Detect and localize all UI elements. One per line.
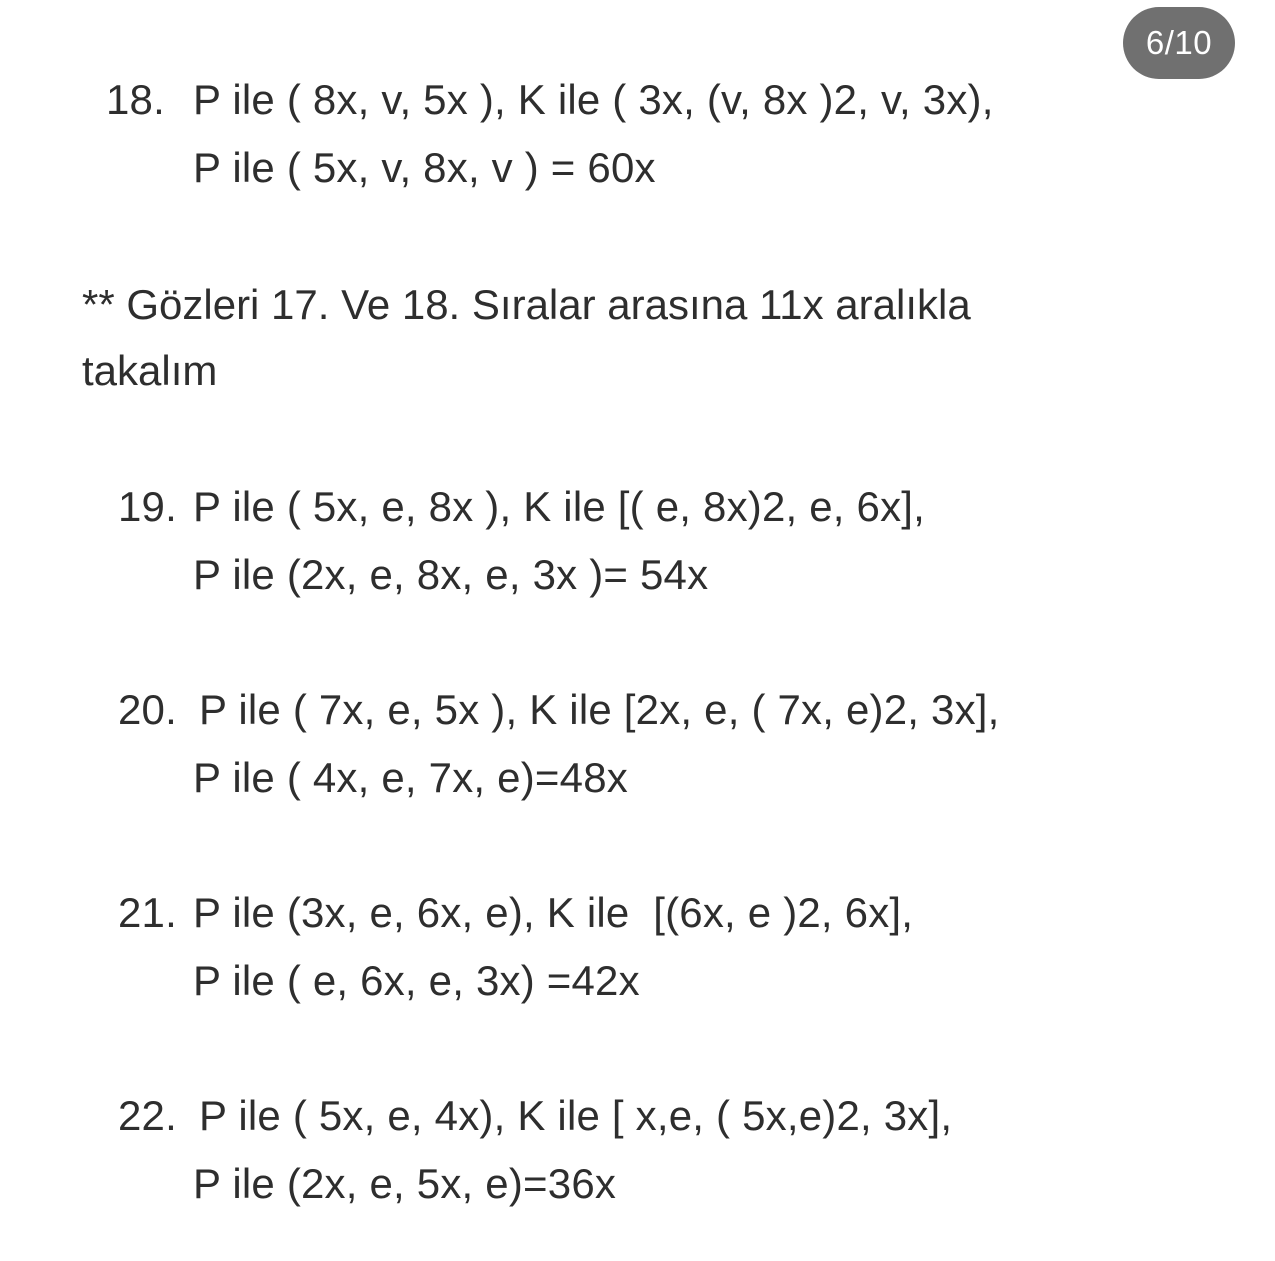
row-21-line-1: P ile (3x, e, 6x, e), K ile [(6x, e )2, 6x], [193, 889, 914, 936]
note-line-1: ** Gözleri 17. Ve 18. Sıralar arasına 11x aralıkla [82, 281, 971, 328]
row-18-number: 18. [106, 76, 165, 123]
row-20-line-2: P ile ( 4x, e, 7x, e)=48x [193, 754, 628, 801]
note-line-2: takalım [82, 347, 218, 394]
page-indicator-badge: 6/10 [1123, 7, 1235, 79]
row-18-line-2: P ile ( 5x, v, 8x, v ) = 60x [193, 144, 656, 191]
row-22-line-1: P ile ( 5x, e, 4x), K ile [ x,e, ( 5x,e)2, 3x], [199, 1092, 953, 1139]
row-21-number: 21. [118, 889, 177, 936]
row-19-line-1: P ile ( 5x, e, 8x ), K ile [( e, 8x)2, e, 6x], [193, 483, 926, 530]
row-20-number: 20. [118, 686, 177, 733]
row-20-line-1: P ile ( 7x, e, 5x ), K ile [2x, e, ( 7x, e)2, 3x], [199, 686, 1000, 733]
row-19-number: 19. [118, 483, 177, 530]
row-22-number: 22. [118, 1092, 177, 1139]
row-22-line-2: P ile (2x, e, 5x, e)=36x [193, 1160, 617, 1207]
row-19-line-2: P ile (2x, e, 8x, e, 3x )= 54x [193, 551, 709, 598]
row-21-line-2: P ile ( e, 6x, e, 3x) =42x [193, 957, 640, 1004]
row-18-line-1: P ile ( 8x, v, 5x ), K ile ( 3x, (v, 8x )2, v, 3x), [193, 76, 994, 123]
